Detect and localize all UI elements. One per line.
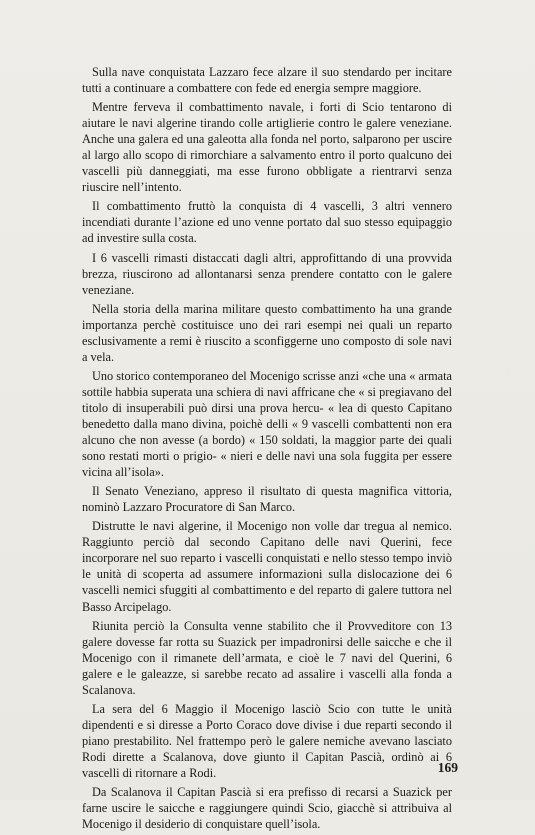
paragraph-1: Sulla nave conquistata Lazzaro fece alzare il suo stendardo per incitare tutti a continuare a combattere con fede ed energia sempre maggiore.	[82, 65, 452, 96]
paragraph-10: La sera del 6 Maggio il Mocenigo lasciò Scio con tutte le unità dipendenti e si diresse a Porto Coraco dove divise i due reparti secondo il piano prestabilito. Nel frattempo però le galere nemiche avevano lasciato Rodi dirette a Scalanova, dove giunto il Capitan Pascià, ordinò ai 6 vascelli di ritornare a Rodi.	[82, 701, 452, 780]
paragraph-3: Il combattimento fruttò la conquista di 4 vascelli, 3 altri vennero incendiati durante l’azione ed uno venne portato dal suo stesso equipaggio ad investire sulla costa.	[82, 199, 452, 246]
paragraph-5: Nella storia della marina militare questo combattimento ha una grande importanza perchè costituisce uno dei rari esempi nei quali un reparto esclusivamente a remi è riuscito a sconfiggerne uno composto di sole navi a vela.	[82, 301, 452, 364]
paragraph-2: Mentre ferveva il combattimento navale, i forti di Scio tentarono di aiutare le navi algerine tirando colle artiglierie contro le galere veneziane. Anche una galera ed una galeotta alla fonda nel porto, salparono per uscire al largo allo scopo di rimorchiare a salvamento entro il porto qualcuno dei vascelli più danneggiati, ma esse furono obbligate a rientrarvi senza riuscire nell’intento.	[82, 100, 452, 195]
paragraph-11: Da Scalanova il Capitan Pascià si era prefisso di recarsi a Suazick per farne uscire le saicche e raggiungere quindi Scio, giacchè si attribuiva al Mocenigo il desiderio di conquistare quell’isola.	[82, 785, 452, 832]
paragraph-4: I 6 vascelli rimasti distaccati dagli altri, approfittando di una provvida brezza, riuscirono ad allontanarsi senza prendere contatto con le galere veneziane.	[82, 250, 452, 297]
paragraph-9: Riunita perciò la Consulta venne stabilito che il Provveditore con 13 galere dovesse far rotta su Suazick per impadronirsi delle saicche e che il Mocenigo con il rimanete dell’armata, e cioè le 7 navi del Querini, 6 galere e le galeazze, si sarebbe recato ad assalire i vascelli alla fonda a Scalanova.	[82, 618, 452, 697]
paragraph-6-quote: Uno storico contemporaneo del Mocenigo scrisse anzi «che una « armata sottile habbia superata una schiera di navi affricane che « si pregiavano del titolo di insuperabili può dirsi una prova hercu- « lea di questo Capitano benedetto dalla mano divina, poichè delli « 9 vascelli combattenti non era alcuno che non avesse (a bordo) « 150 soldati, la maggior parte dei quali sono restati morti o prigio- « nieri e delle navi una sola fuggita per essere vicina all’isola».	[82, 368, 452, 480]
body-text	[82, 64, 452, 835]
paragraph-8: Distrutte le navi algerine, il Mocenigo non volle dar tregua al nemico. Raggiunto perciò dal secondo Capitano delle navi Querini, fece incorporare nel suo reparto i vascelli conquistati e nello stesso tempo inviò le unità di scoperta ad assumere informazioni sulla dislocazione dei 6 vascelli nemici sfuggiti al combattimento e del reparto di galere tuttora nel Basso Arcipelago.	[82, 519, 452, 614]
paragraph-7: Il Senato Veneziano, appreso il risultato di questa magnifica vittoria, nominò Lazzaro Procuratore di San Marco.	[82, 484, 452, 515]
page-number: 169	[437, 760, 458, 775]
